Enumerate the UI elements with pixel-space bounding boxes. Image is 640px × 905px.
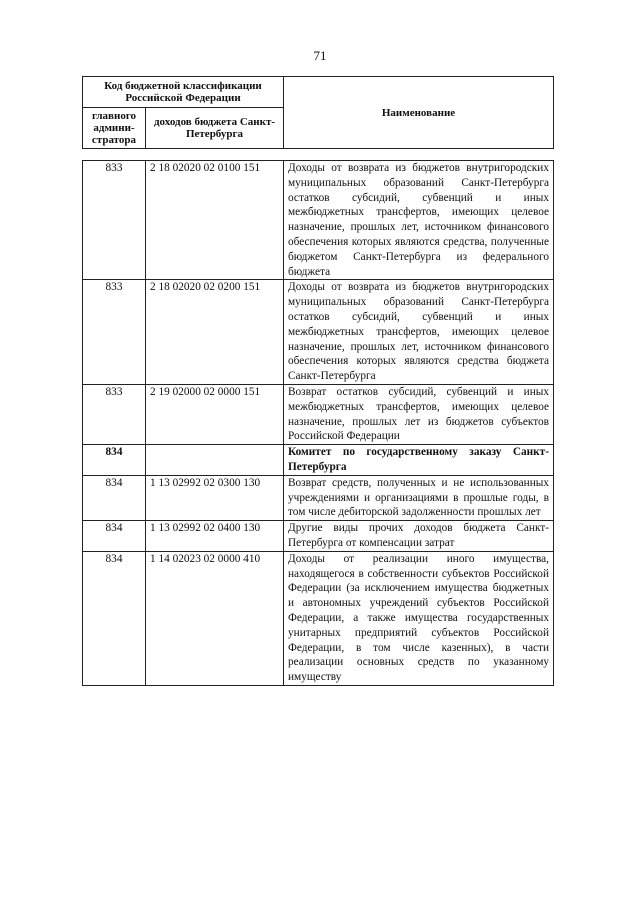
income-column-header: доходов бюджета Санкт-Петербурга	[146, 108, 284, 149]
data-table	[82, 160, 554, 686]
income-code-cell: 2 18 02020 02 0100 151	[146, 161, 284, 280]
admin-code-cell: 833	[83, 161, 146, 280]
name-cell: Другие виды прочих доходов бюджета Санкт-Петербурга от компенсации затрат	[284, 521, 554, 552]
table-row	[83, 384, 554, 444]
table-row	[83, 445, 554, 476]
table-row	[83, 280, 554, 385]
income-code-cell	[146, 445, 284, 476]
admin-code-cell: 834	[83, 475, 146, 520]
admin-code-cell: 834	[83, 521, 146, 552]
table-row	[83, 161, 554, 280]
income-code-cell: 2 19 02000 02 0000 151	[146, 384, 284, 444]
income-code-cell: 1 13 02992 02 0300 130	[146, 475, 284, 520]
admin-code-cell: 833	[83, 280, 146, 385]
table-row	[83, 551, 554, 685]
name-cell: Возврат средств, полученных и не использованных учреждениями и организациями в прошлые годы, в том числе дебиторской задолженности прошлых лет	[284, 475, 554, 520]
classification-code-header: Код бюджетной классификации Российской Федерации	[83, 77, 284, 108]
admin-column-header: главного админи-стратора	[83, 108, 146, 149]
table-row	[83, 521, 554, 552]
admin-code-cell: 833	[83, 384, 146, 444]
admin-code-cell: 834	[83, 445, 146, 476]
name-cell: Доходы от возврата из бюджетов внутригородских муниципальных образований Санкт-Петербурга остатков субсидий, субвенций и иных межбюджетных трансфертов, имеющих целевое назначение, прошлых лет, источником финансового обеспечения которых являются средства, полученные бюджетом Санкт-Петербурга из федерального бюджета	[284, 161, 554, 280]
income-code-cell: 1 13 02992 02 0400 130	[146, 521, 284, 552]
income-code-cell: 1 14 02023 02 0000 410	[146, 551, 284, 685]
name-cell: Доходы от возврата из бюджетов внутригородских муниципальных образований Санкт-Петербурга остатков субсидий, субвенций и иных межбюджетных трансфертов, имеющих целевое назначение, прошлых лет, источником финансового обеспечения которых являются средства бюджета Санкт-Петербурга	[284, 280, 554, 385]
table-header	[82, 76, 554, 149]
admin-code-cell: 834	[83, 551, 146, 685]
name-cell: Возврат остатков субсидий, субвенций и иных межбюджетных трансфертов, имеющих целевое назначение, прошлых лет из бюджетов субъектов Российской Федерации	[284, 384, 554, 444]
name-cell: Комитет по государственному заказу Санкт-Петербурга	[284, 445, 554, 476]
income-code-cell: 2 18 02020 02 0200 151	[146, 280, 284, 385]
table-row	[83, 475, 554, 520]
page-number: 71	[313, 48, 327, 63]
name-cell: Доходы от реализации иного имущества, находящегося в собственности субъектов Российской Федерации (за исключением имущества бюджетных и автономных учреждений субъектов Российской Федерации, а также имущества государственных унитарных предприятий субъектов Российской Федерации, в том числе казенных), в части реализации основных средств по указанному имуществу	[284, 551, 554, 685]
name-column-header: Наименование	[284, 77, 554, 149]
